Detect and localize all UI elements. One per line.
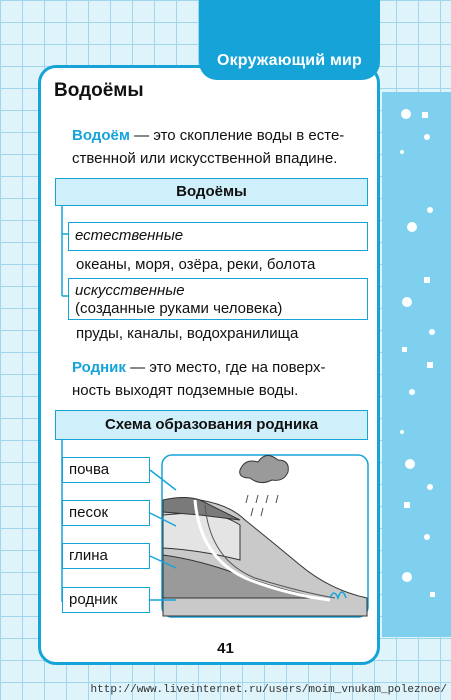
page-number: 41 (217, 640, 234, 657)
label-spring: родник (62, 587, 150, 613)
natural-label: естественные (75, 227, 184, 244)
term-rodnik: Родник (72, 359, 126, 376)
page-title: Водоёмы (54, 80, 144, 101)
label-sand: песок (62, 500, 150, 526)
term-vodoem: Водоём (72, 127, 130, 144)
definition-rodnik-line1: — это место, где на поверх- (125, 359, 326, 376)
definition-rodnik-line2: ность выходят подземные воды. (72, 382, 299, 399)
label-soil: почва (62, 457, 150, 483)
definition-vodoem-line1: — это скопление воды в есте- (129, 127, 345, 144)
watermark-url: http://www.liveinternet.ru/users/moim_vnukam_poleznoe/ (90, 684, 447, 696)
artificial-label: искусственные (75, 282, 185, 299)
natural-examples: океаны, моря, озёра, реки, болота (76, 256, 316, 273)
artificial-note: (созданные руками человека) (75, 300, 283, 317)
definition-vodoem-line2: ственной или искусственной впадине. (72, 150, 338, 167)
classification-title: Водоёмы (55, 178, 368, 206)
label-clay: глина (62, 543, 150, 569)
subject-label: Окружающий мир (216, 52, 363, 69)
scheme-title: Схема образования родника (55, 410, 368, 440)
artificial-examples: пруды, каналы, водохранилища (76, 325, 299, 342)
